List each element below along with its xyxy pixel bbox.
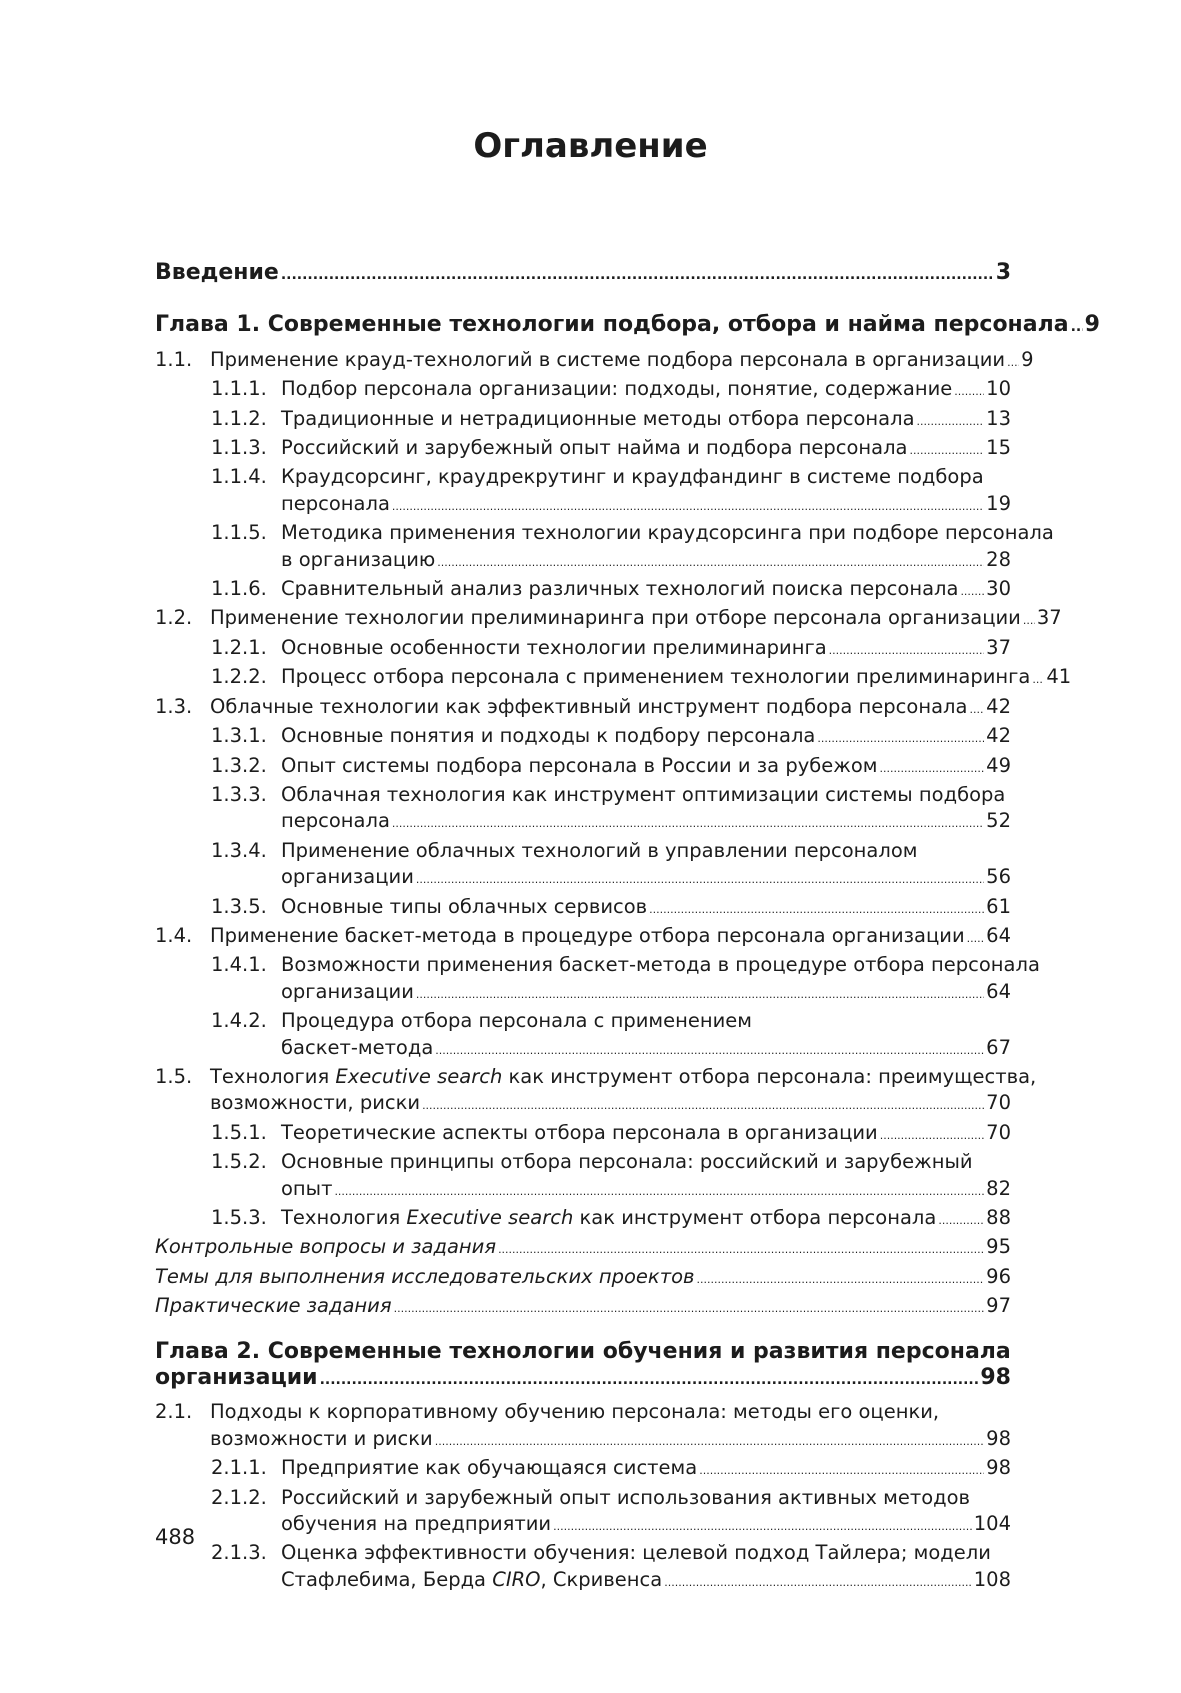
toc-page: 3 [995, 260, 1011, 285]
toc-page: 9 [1084, 312, 1100, 338]
toc-label-part: как инструмент отбора персонала [573, 1206, 937, 1229]
toc-page: 82 [986, 1176, 1011, 1200]
toc-page: 42 [986, 724, 1011, 748]
toc-entry-continuation [155, 1567, 1011, 1596]
toc-page: 19 [986, 491, 1011, 515]
toc-number: 1.1.1. [211, 377, 267, 401]
toc-label: Сравнительный анализ различных технологий поиска персонала [281, 577, 959, 601]
dot-leader [320, 1365, 979, 1393]
toc-entry-1-1-3[interactable] [155, 435, 1011, 464]
toc-entry-continuation [155, 1176, 1011, 1205]
toc-entry-1-5-3[interactable] [155, 1205, 1011, 1234]
toc-page: 9 [1021, 347, 1034, 371]
dot-leader [817, 723, 984, 752]
toc-page: 98 [980, 1365, 1011, 1391]
dot-leader [938, 1205, 984, 1234]
toc-entry-1-1-1[interactable] [155, 376, 1011, 405]
toc-label: Облачные технологии как эффективный инструмент подбора персонала [210, 694, 968, 718]
toc-label: Применение технологии прелиминаринга при отборе персонала организации [210, 606, 1021, 630]
dot-leader [967, 923, 985, 952]
toc-number: 2.1.1. [211, 1456, 267, 1480]
toc-entry-1-3[interactable] [155, 694, 1011, 723]
toc-label-part: , Скривенса [540, 1567, 663, 1591]
toc-label: Традиционные и нетрадиционные методы отбора персонала [281, 406, 915, 430]
toc-page: 37 [1036, 606, 1062, 630]
toc-label: Процесс отбора персонала с применением технологии прелиминаринга [281, 665, 1031, 689]
toc-entry-1-5[interactable] [155, 1064, 1037, 1090]
toc-entry-2-1-2[interactable] [155, 1485, 1011, 1511]
toc-entry-1-1-4[interactable] [155, 464, 1011, 490]
toc-number: 1.5. [155, 1064, 193, 1088]
toc-label: Оценка эффективности обучения: целевой подход Тайлера; модели [281, 1541, 991, 1565]
toc-label: Контрольные вопросы и задания [155, 1235, 497, 1259]
toc-label: организации [155, 1365, 318, 1391]
toc-label: Основные особенности технологии прелиминаринга [281, 635, 827, 659]
toc-entry-continuation [155, 1365, 1011, 1393]
toc-entry-1-1-2[interactable] [155, 406, 1011, 435]
toc-entry-1-4[interactable] [155, 923, 1011, 952]
toc-number: 1.1.2. [211, 406, 267, 430]
toc-entry-1-1[interactable] [155, 347, 1034, 376]
toc-entry-continuation [155, 979, 1011, 1008]
toc-label-part: Технология [210, 1064, 336, 1088]
toc-label [281, 1205, 936, 1231]
toc-label: обучения на предприятии [281, 1512, 552, 1536]
dot-leader [334, 1176, 984, 1205]
toc-number: 2.1.3. [211, 1541, 267, 1565]
toc-page: 104 [973, 1512, 1011, 1536]
toc-entry-questions[interactable] [155, 1234, 1011, 1263]
toc-page: 15 [986, 436, 1011, 460]
dot-leader [416, 979, 984, 1008]
toc-entry-1-2-1[interactable] [155, 635, 1011, 664]
dot-leader [1023, 605, 1035, 634]
dot-leader [437, 547, 984, 576]
dot-leader [422, 1090, 984, 1119]
toc-page: 67 [986, 1035, 1011, 1059]
dot-leader [435, 1035, 984, 1064]
toc-number: 2.1.2. [211, 1485, 267, 1509]
toc-label-italic: Executive search [406, 1206, 574, 1229]
toc-page: 64 [986, 979, 1011, 1003]
toc-number: 1.5.3. [211, 1206, 267, 1229]
toc-entry-1-2[interactable] [155, 605, 1062, 634]
toc-label [281, 1567, 662, 1593]
toc-page: 61 [986, 894, 1011, 918]
toc-page: 41 [1046, 665, 1072, 689]
toc-number: 1.1. [155, 347, 193, 371]
dot-leader [879, 753, 984, 782]
toc-number: 1.3.5. [211, 894, 267, 918]
toc-label: Применение баскет-метода в процедуре отбора персонала организации [210, 923, 965, 947]
dot-leader [699, 1455, 984, 1484]
toc-entry-1-3-1[interactable] [155, 723, 1011, 752]
toc-label: Практические задания [155, 1294, 392, 1318]
toc-label: Процедура отбора персонала с применением [281, 1009, 752, 1033]
toc-page: 52 [986, 809, 1011, 833]
toc-page: 64 [986, 923, 1011, 947]
dot-leader [392, 808, 984, 837]
toc-entry-1-3-5[interactable] [155, 894, 1011, 923]
toc-label-part: как инструмент отбора персонала: преимущества, [502, 1064, 1037, 1088]
toc-entry-continuation [155, 808, 1011, 837]
dot-leader [880, 1120, 984, 1149]
toc-number: 1.1.5. [211, 521, 267, 545]
toc-entry-1-1-5[interactable] [155, 520, 1054, 546]
toc-label: баскет-метода [281, 1035, 434, 1059]
toc-entry-1-3-4[interactable] [155, 838, 1011, 864]
toc-number: 1.1.6. [211, 577, 267, 601]
toc-entry-1-4-2[interactable] [155, 1008, 1011, 1034]
toc-number: 1.5.2. [211, 1150, 267, 1174]
toc-number: 1.5.1. [211, 1120, 267, 1144]
dot-leader [649, 894, 984, 923]
toc-entry-intro[interactable] [155, 260, 1011, 288]
toc-number: 1.3.3. [211, 782, 267, 806]
toc-page: 95 [986, 1235, 1011, 1259]
toc-number: 1.2. [155, 606, 193, 630]
toc-number: 1.3.1. [211, 724, 267, 748]
toc-label: Основные типы облачных сервисов [281, 894, 648, 918]
toc-entry-1-3-2[interactable] [155, 753, 1011, 782]
toc-page: 49 [986, 753, 1011, 777]
toc-label-italic: CIRO [492, 1567, 541, 1591]
toc-entry-1-2-2[interactable] [155, 664, 1072, 693]
toc-page: 88 [986, 1206, 1011, 1229]
page-number: 488 [155, 1525, 196, 1549]
table-of-contents [155, 260, 1100, 1596]
toc-label: Краудсорсинг, краудрекрутинг и краудфандинг в системе подбора [281, 465, 984, 489]
toc-page: 30 [986, 577, 1011, 601]
toc-label [210, 1064, 1036, 1090]
toc-label: возможности, риски [210, 1091, 421, 1115]
toc-entry-research-topics[interactable] [155, 1264, 1011, 1293]
toc-entry-1-1-6[interactable] [155, 576, 1011, 605]
dot-leader [697, 1264, 985, 1293]
dot-leader [394, 1293, 985, 1322]
toc-entry-continuation [155, 864, 1011, 893]
dot-leader [392, 491, 984, 520]
toc-entry-chapter-2[interactable] [155, 1339, 1011, 1365]
dot-leader [498, 1234, 984, 1263]
toc-page: 42 [986, 694, 1011, 718]
toc-label-part: Технология [281, 1206, 407, 1229]
toc-label: Российский и зарубежный опыт использования активных методов [281, 1485, 971, 1509]
toc-label: Российский и зарубежный опыт найма и подбора персонала [281, 436, 908, 460]
toc-label: Основные понятия и подходы к подбору персонала [281, 724, 816, 748]
toc-number: 1.3.4. [211, 838, 267, 862]
toc-label: Введение [155, 260, 279, 285]
dot-leader [917, 406, 985, 435]
toc-number: 1.2.1. [211, 635, 267, 659]
toc-label: организации [281, 865, 414, 889]
toc-entry-continuation [155, 1035, 1011, 1064]
toc-entry-continuation [155, 1426, 1011, 1455]
toc-entry-continuation [155, 1090, 1011, 1119]
toc-entry-chapter-1[interactable] [155, 312, 1100, 340]
dot-leader [960, 576, 984, 605]
dot-leader [969, 694, 984, 723]
toc-page: 13 [986, 406, 1011, 430]
toc-label: Основные принципы отбора персонала: российский и зарубежный [281, 1150, 973, 1174]
toc-label: Применение крауд-технологий в системе подбора персонала в организации [210, 347, 1006, 371]
toc-label: персонала [281, 491, 390, 515]
toc-entry-continuation [155, 547, 1011, 576]
toc-label: Подходы к корпоративному обучению персонала: методы его оценки, [210, 1400, 940, 1424]
toc-label: Методика применения технологии краудсорсинга при подборе персонала [281, 521, 1054, 545]
toc-label: Теоретические аспекты отбора персонала в организации [281, 1120, 878, 1144]
dot-leader [553, 1511, 972, 1540]
toc-number: 1.4.1. [211, 953, 267, 977]
dot-leader [910, 435, 985, 464]
dot-leader [435, 1426, 984, 1455]
toc-page: 28 [986, 547, 1011, 571]
toc-entry-2-1-3[interactable] [155, 1540, 1011, 1566]
toc-page: 98 [986, 1426, 1011, 1450]
toc-label: в организацию [281, 547, 436, 571]
toc-number: 1.1.4. [211, 465, 267, 489]
page-title: Оглавление [473, 126, 708, 166]
toc-entry-practical-tasks[interactable] [155, 1293, 1011, 1322]
toc-label: опыт [281, 1176, 333, 1200]
toc-label: Подбор персонала организации: подходы, понятие, содержание [281, 377, 953, 401]
toc-page: 56 [986, 865, 1011, 889]
toc-label: Глава 1. Современные технологии подбора, отбора и найма персонала [155, 312, 1069, 338]
toc-label: персонала [281, 809, 390, 833]
dot-leader [416, 864, 984, 893]
toc-entry-2-1-1[interactable] [155, 1455, 1011, 1484]
dot-leader [1071, 312, 1083, 340]
toc-page: 97 [986, 1294, 1011, 1318]
toc-label: возможности и риски [210, 1426, 433, 1450]
toc-entry-1-3-3[interactable] [155, 782, 1011, 808]
toc-number: 2.1. [155, 1400, 193, 1424]
toc-entry-continuation [155, 491, 1011, 520]
toc-label: Применение облачных технологий в управлении персоналом [281, 838, 918, 862]
toc-page: 70 [986, 1120, 1011, 1144]
dot-leader [664, 1567, 972, 1596]
toc-number: 1.3.2. [211, 753, 267, 777]
toc-page: 10 [986, 377, 1011, 401]
toc-page: 96 [986, 1264, 1011, 1288]
toc-page: 108 [973, 1567, 1011, 1591]
toc-number: 1.1.3. [211, 436, 267, 460]
toc-entry-1-5-1[interactable] [155, 1120, 1011, 1149]
toc-number: 1.2.2. [211, 665, 267, 689]
toc-number: 1.3. [155, 694, 193, 718]
toc-label-part: Стафлебима, Берда [281, 1567, 493, 1591]
dot-leader [954, 376, 984, 405]
toc-label: Облачная технология как инструмент оптимизации системы подбора [281, 782, 1006, 806]
toc-page: 70 [986, 1091, 1011, 1115]
dot-leader [1032, 664, 1044, 693]
toc-label: Возможности применения баскет-метода в процедуре отбора персонала [281, 953, 1040, 977]
dot-leader [281, 260, 994, 288]
toc-number: 1.4. [155, 923, 193, 947]
toc-label: Темы для выполнения исследовательских проектов [155, 1264, 695, 1288]
dot-leader [1007, 347, 1019, 376]
toc-label: Глава 2. Современные технологии обучения и развития персонала [155, 1338, 1011, 1364]
toc-entry-continuation [155, 1511, 1011, 1540]
toc-entry-1-5-2[interactable] [155, 1149, 1011, 1175]
toc-label-italic: Executive search [335, 1064, 503, 1088]
dot-leader [829, 635, 985, 664]
toc-number: 1.4.2. [211, 1009, 267, 1033]
toc-label: организации [281, 979, 414, 1003]
toc-label: Опыт системы подбора персонала в России и за рубежом [281, 753, 878, 777]
toc-page: 98 [986, 1456, 1011, 1480]
toc-entry-1-4-1[interactable] [155, 952, 1040, 978]
toc-page: 37 [986, 635, 1011, 659]
toc-entry-2-1[interactable] [155, 1399, 1011, 1425]
toc-label: Предприятие как обучающаяся система [281, 1456, 698, 1480]
